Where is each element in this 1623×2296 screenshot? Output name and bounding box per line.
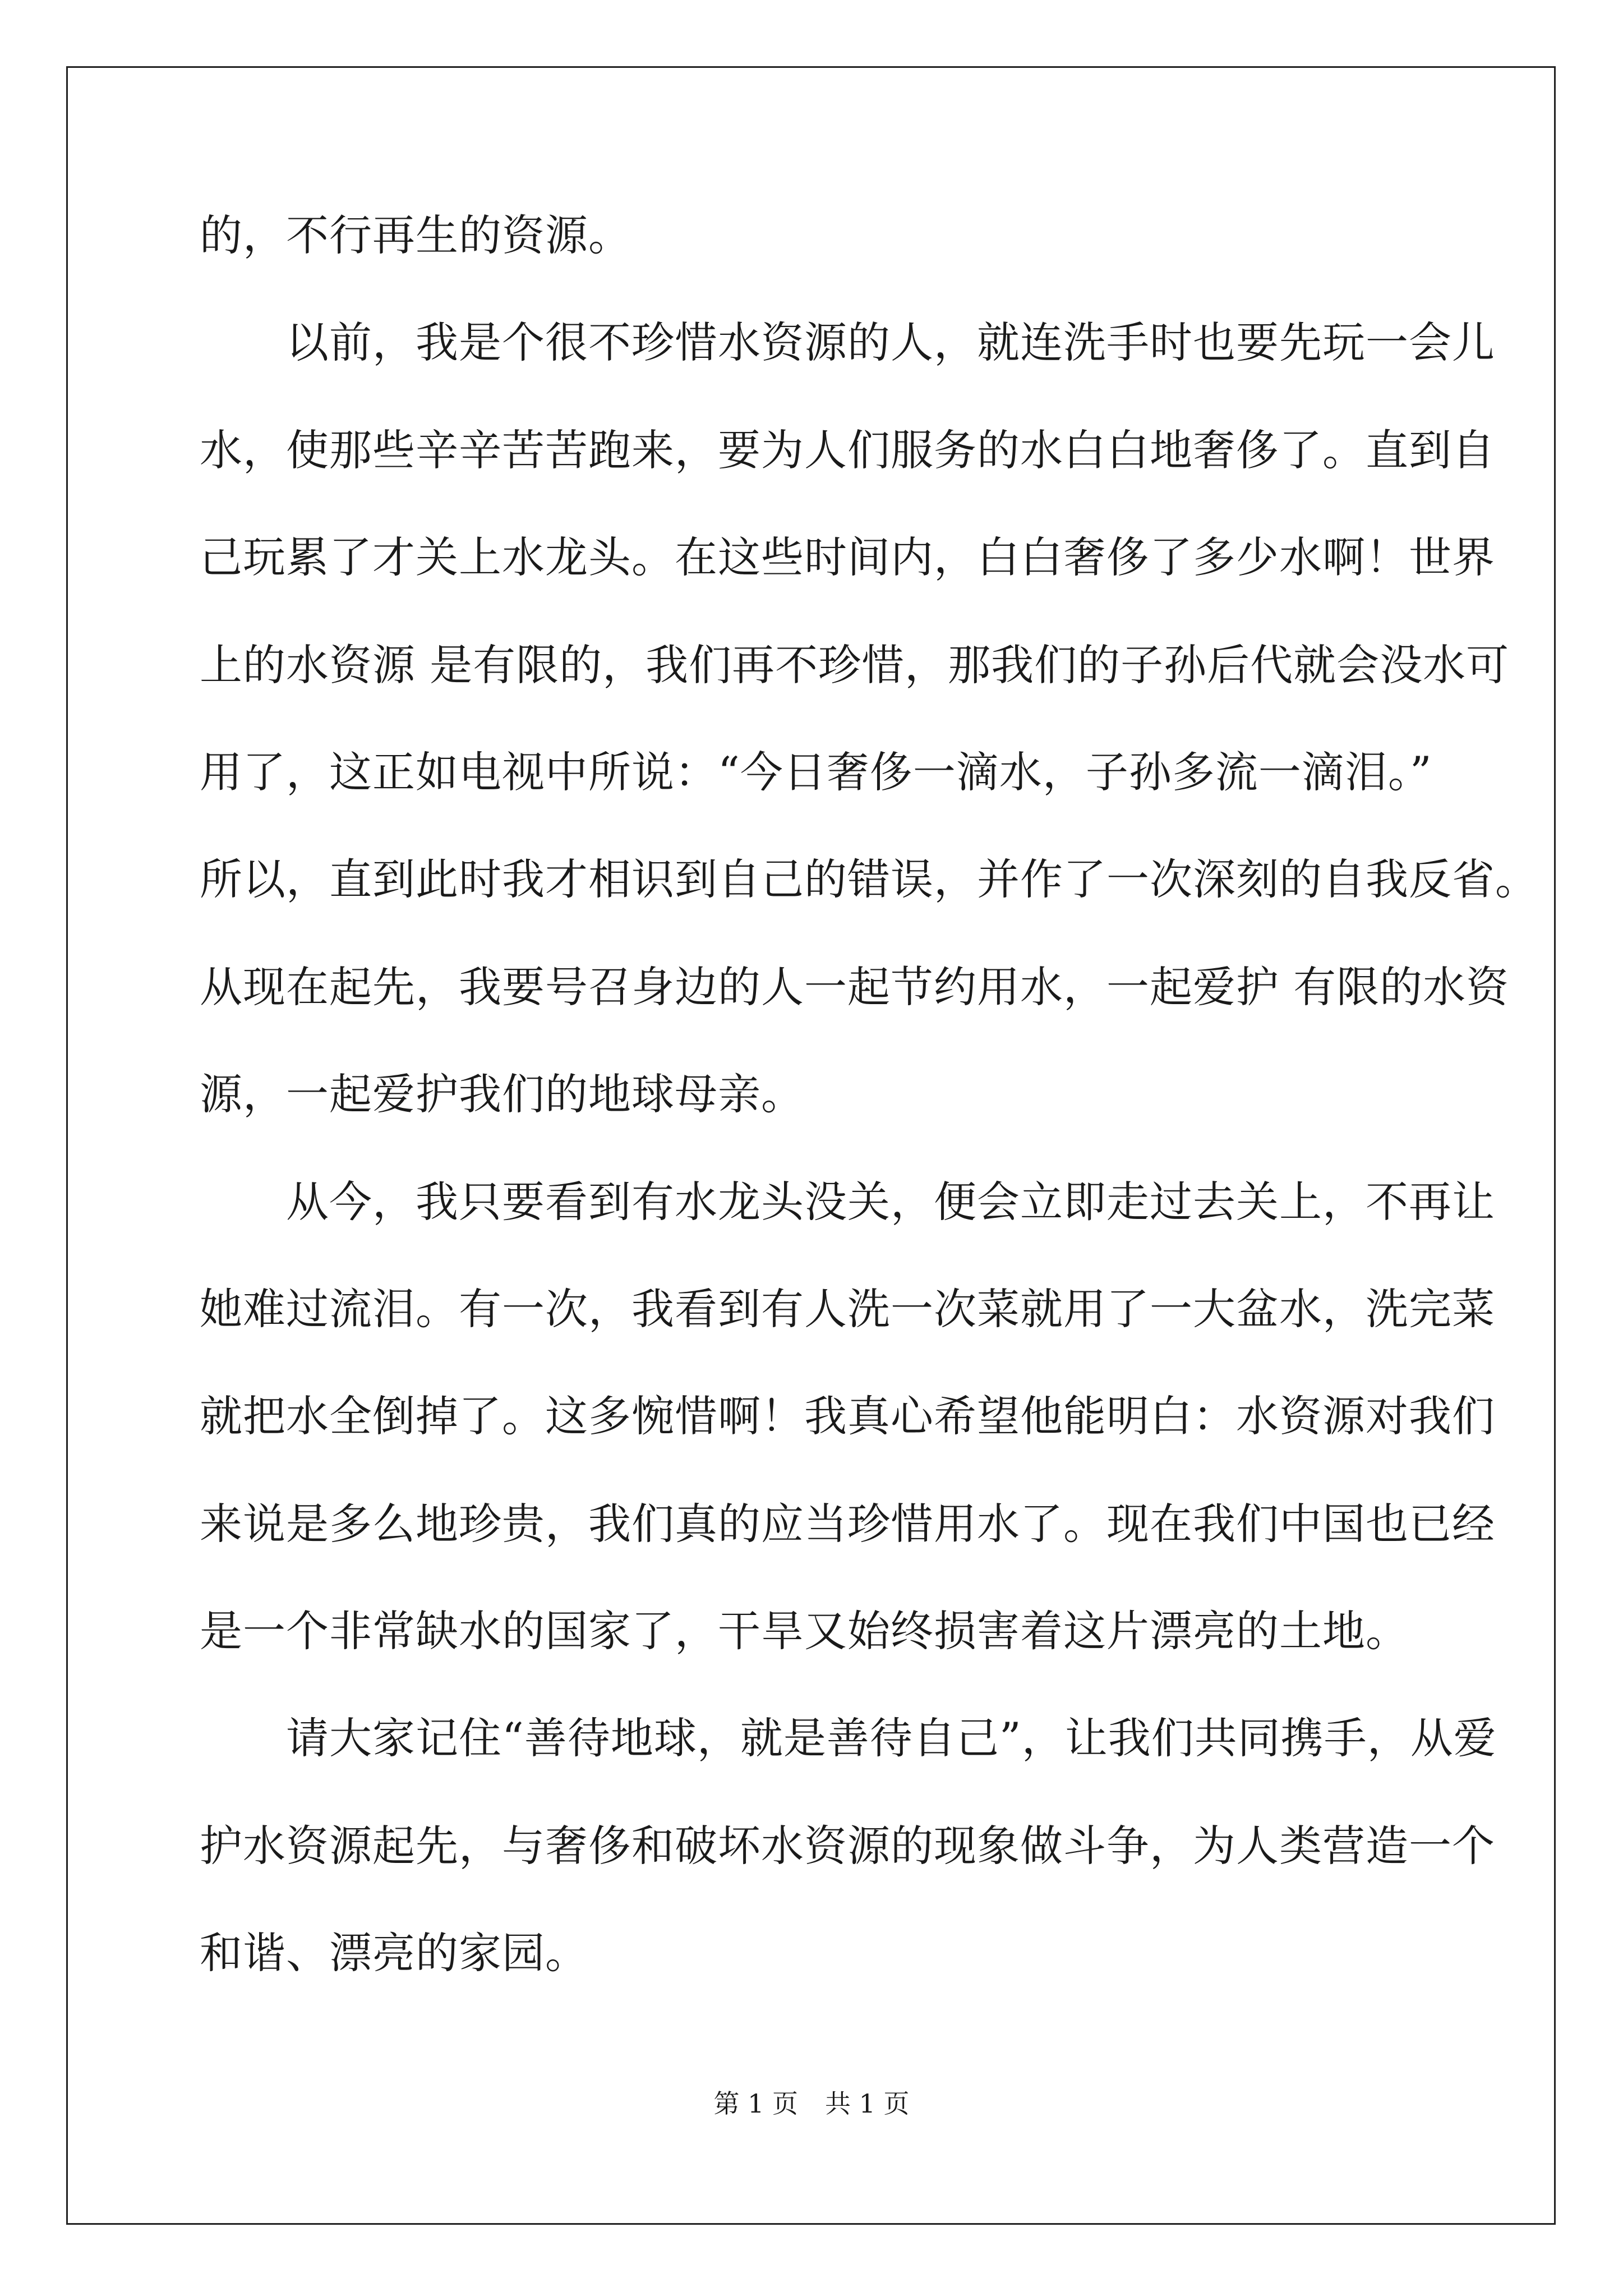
text-line: 和谐、漂亮的家园。: [200, 1928, 588, 1978]
text-line: 用了，这正如电视中所说：“今日奢侈一滴水，子孙多流一滴泪。”: [200, 747, 1432, 797]
document-body: [200, 202, 1538, 2027]
text-line: 己玩累了才关上水龙头。在这些时间内，白白奢侈了多少水啊！世界: [200, 532, 1495, 583]
text-line: 源，一起爱护我们的地球母亲。: [200, 1069, 804, 1120]
text-line: 来说是多么地珍贵，我们真的应当珍惜用水了。现在我们中国也已经: [200, 1498, 1495, 1549]
text-line: 护水资源起先，与奢侈和破坏水资源的现象做斗争，为人类营造一个: [200, 1820, 1495, 1871]
text-line: 所以，直到此时我才相识到自己的错误，并作了一次深刻的自我反省。: [200, 854, 1538, 905]
text-line: 从现在起先，我要号召身边的人一起节约用水，一起爱护 有限的水资: [200, 961, 1510, 1012]
text-line: 以前，我是个很不珍惜水资源的人，就连洗手时也要先玩一会儿: [200, 318, 1495, 368]
text-line: 从今，我只要看到有水龙头没关，便会立即走过去关上，不再让: [200, 1176, 1495, 1227]
text-line: 是一个非常缺水的国家了，干旱又始终损害着这片漂亮的土地。: [200, 1606, 1409, 1657]
text-line: 请大家记住“善待地球，就是善待自己”，让我们共同携手，从爱: [200, 1713, 1497, 1764]
text-line: 的，不行再生的资源。: [200, 210, 631, 260]
text-line: 她难过流泪。有一次，我看到有人洗一次菜就用了一大盆水，洗完菜: [200, 1283, 1495, 1334]
text-line: 水，使那些辛辛苦苦跑来，要为人们服务的水白白地奢侈了。直到自: [200, 425, 1495, 475]
page-footer: [0, 2087, 1623, 2120]
page-total: 共 1 页: [825, 2088, 910, 2119]
page-number: 第 1 页: [713, 2088, 798, 2119]
text-line: 就把水全倒掉了。这多惋惜啊！我真心希望他能明白：水资源对我们: [200, 1391, 1495, 1442]
text-line: 上的水资源 是有限的，我们再不珍惜，那我们的子孙后代就会没水可: [200, 639, 1510, 690]
